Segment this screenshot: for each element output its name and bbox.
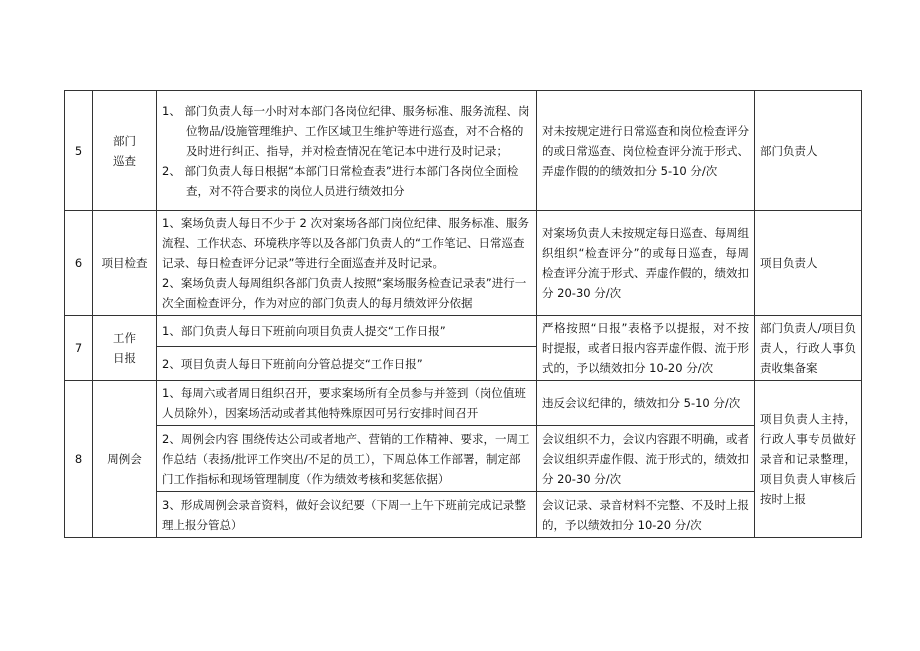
table-row	[65, 316, 862, 347]
responsible-cell	[755, 381, 862, 538]
content-line: 1、部门负责人每日下班前向项目负责人提交“工作日报”	[162, 324, 446, 339]
content-cell	[157, 316, 537, 347]
responsible-cell	[755, 91, 862, 211]
content-line: 2、项目负责人每日下班前向分管总提交“工作日报”	[162, 356, 423, 371]
penalty-cell	[537, 91, 755, 211]
rules-table	[64, 90, 862, 538]
content-line: 1、每周六或者周日组织召开，要求案场所有全员参与并签到（岗位值班人员除外），因案场活动或者其他特殊原因可另行安排时间召开	[162, 386, 526, 420]
row-number: 5	[65, 91, 93, 211]
table-row	[65, 426, 862, 492]
content-cell	[157, 381, 537, 426]
content-cell	[157, 426, 537, 492]
row-number: 6	[65, 211, 93, 316]
penalty-cell	[537, 426, 755, 492]
penalty-cell	[537, 492, 755, 538]
penalty-text: 对案场负责人未按规定每日巡查、每周组织组织“检查评分”的或每日巡查，每周检查评分流于形式、弄虚作假的，绩效扣分 20-30 分/次	[542, 226, 749, 300]
penalty-cell	[537, 211, 755, 316]
responsible-text: 项目负责人主持，行政人事专员做好录音和记录整理，项目负责人审核后按时上报	[760, 412, 856, 506]
penalty-text: 严格按照“日报”表格予以提报，对不按时提报，或者日报内容弄虚作假、流于形式的，予以绩效扣分 10-20 分/次	[542, 321, 749, 375]
table-row	[65, 492, 862, 538]
item-name-text: 工作 日报	[113, 331, 136, 365]
content-line: 3、形成周例会录音资料，做好会议纪要（下周一上午下班前完成记录整理上报分管总）	[162, 497, 526, 532]
responsible-cell	[755, 211, 862, 316]
item-name	[93, 316, 157, 381]
content-line: 2、 部门负责人每日根据“本部门日常检查表”进行本部门各岗位全面检查，对不符合要求的岗位人员进行绩效扣分	[162, 163, 519, 198]
item-name-text: 部门 巡查	[113, 133, 136, 168]
row-number: 7	[65, 316, 93, 381]
penalty-text: 对未按规定进行日常巡查和岗位检查评分的或日常巡查、岗位检查评分流于形式、弄虚作假的的绩效扣分 5-10 分/次	[542, 123, 749, 178]
content-cell	[157, 91, 537, 211]
table-row	[65, 211, 862, 316]
content-line: 2、案场负责人每周组织各部门负责人按照“案场服务检查记录表”进行一次全面检查评分，作为对应的部门负责人的每月绩效评分依据	[162, 276, 527, 310]
content-line: 1、 部门负责人每一小时对本部门各岗位纪律、服务标准、服务流程、岗位物品/设施管理维护、工作区域卫生维护等进行巡查，对不合格的及时进行纠正、指导，并对检查情况在笔记本中进行及时记录；	[162, 103, 530, 158]
item-name: 项目检查	[93, 211, 157, 316]
responsible-text: 项目负责人	[760, 256, 818, 270]
responsible-cell	[755, 316, 862, 381]
content-line: 2、周例会内容 围绕传达公司或者地产、营销的工作精神、要求，一周工作总结（表扬/批评工作突出/不足的员工），下周总体工作部署，制定部门工作指标和现场管理制度（作为绩效考核和奖惩依据）	[162, 431, 530, 486]
content-cell	[157, 492, 537, 538]
table-row	[65, 91, 862, 211]
item-name	[93, 91, 157, 211]
table-row	[65, 381, 862, 426]
penalty-text: 会议组织不力，会议内容跟不明确，或者会议组织弄虚作假、流于形式的，绩效扣分 20-30 分/次	[542, 431, 749, 486]
item-name: 周例会	[93, 381, 157, 538]
responsible-text: 部门负责人/项目负责人，行政人事负责收集备案	[760, 321, 856, 375]
content-cell	[157, 347, 537, 381]
penalty-text: 会议记录、录音材料不完整、不及时上报的，予以绩效扣分 10-20 分/次	[542, 497, 749, 532]
penalty-text: 违反会议纪律的，绩效扣分 5-10 分/次	[542, 396, 741, 410]
penalty-cell	[537, 381, 755, 426]
row-number: 8	[65, 381, 93, 538]
content-line: 1、案场负责人每日不少于 2 次对案场各部门岗位纪律、服务标准、服务流程、工作状态、环境秩序等以及各部门负责人的“工作笔记、日常巡查记录、每日检查评分记录”等进行全面巡查并及时记录。	[162, 216, 529, 270]
content-cell	[157, 211, 537, 316]
penalty-cell	[537, 316, 755, 381]
responsible-text: 部门负责人	[760, 143, 818, 158]
